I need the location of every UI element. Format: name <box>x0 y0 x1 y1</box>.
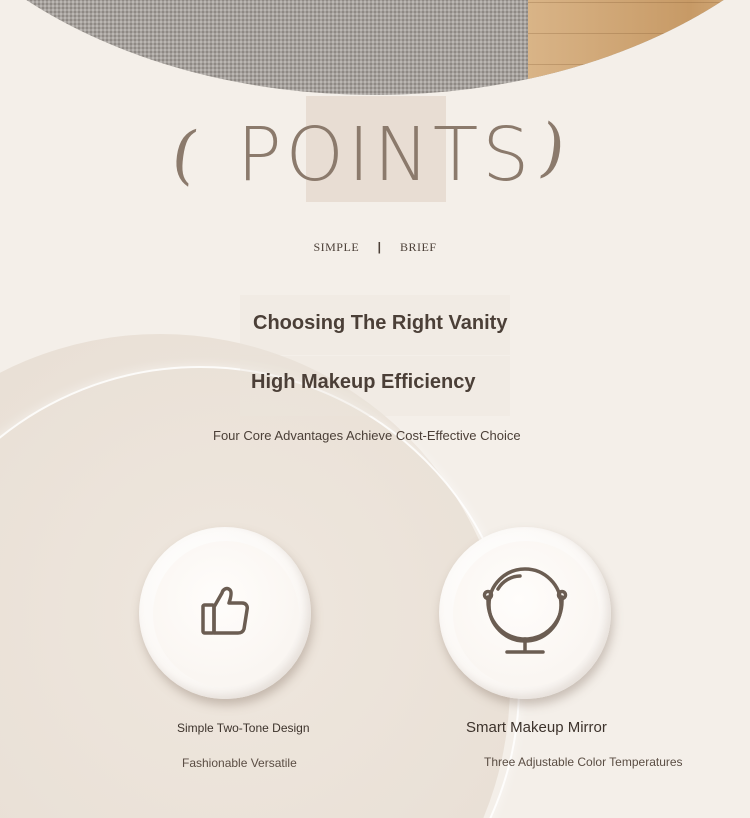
rug-floor-photo <box>0 0 750 95</box>
headline-subtitle: Four Core Advantages Achieve Cost-Effective Choice <box>213 428 521 443</box>
feature-title-design: Simple Two-Tone Design <box>177 721 310 735</box>
feature-desc-design: Fashionable Versatile <box>182 756 297 770</box>
tag-line <box>0 240 750 255</box>
headline-line-2: High Makeup Efficiency <box>251 371 476 393</box>
wood-floor <box>528 0 750 95</box>
feature-desc-mirror: Three Adjustable Color Temperatures <box>484 755 683 769</box>
rug-inner-border <box>0 0 540 95</box>
tag-separator: | <box>377 240 382 254</box>
right-parenthesis: ) <box>534 110 570 188</box>
headline-line-1: Choosing The Right Vanity <box>253 312 508 334</box>
tag-simple: SIMPLE <box>313 240 360 254</box>
tag-brief: BRIEF <box>400 240 437 254</box>
feature-title-mirror: Smart Makeup Mirror <box>466 719 607 736</box>
thumbs-up-icon <box>200 585 250 639</box>
makeup-mirror-icon <box>480 567 570 657</box>
points-title: POINTS <box>237 112 534 198</box>
left-parenthesis: ( <box>166 116 202 194</box>
feature-badge-design <box>139 527 311 699</box>
feature-badge-mirror <box>439 527 611 699</box>
